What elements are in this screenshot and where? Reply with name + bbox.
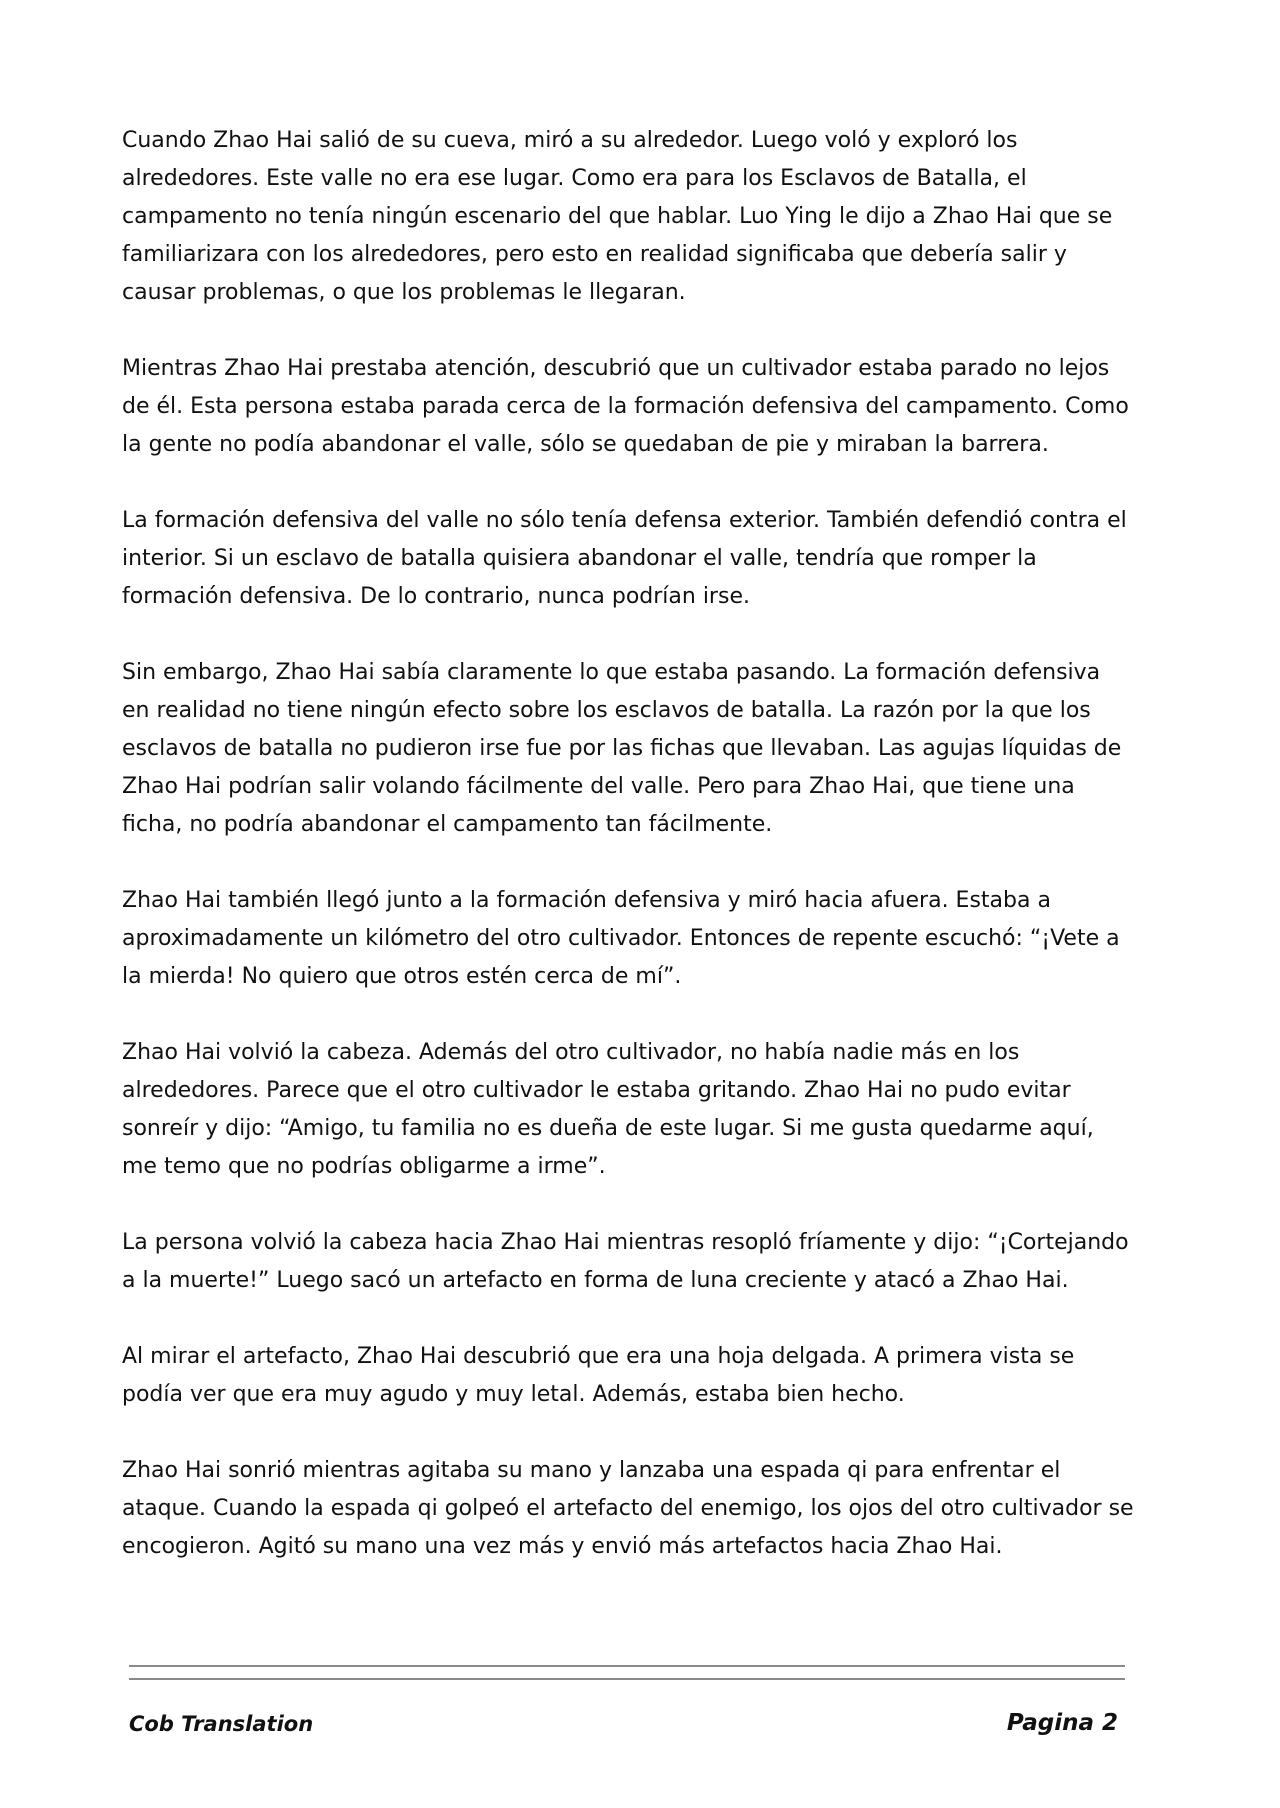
paragraph: La formación defensiva del valle no sólo tenía defensa exterior. También defendió contra el interior. Si un esclavo de batalla quisiera abandonar el valle, tendría que romper la formación defensiva. De lo contrario, nunca podrían irse. (122, 508, 1127, 609)
paragraph: Zhao Hai volvió la cabeza. Además del otro cultivador, no había nadie más en los alrededores. Parece que el otro cultivador le estaba gritando. Zhao Hai no pudo evitar sonreír y dijo: “Amigo, tu familia no es dueña de este lugar. Si me gusta quedarme aquí, me temo que no podrías obligarme a irme”. (122, 1040, 1094, 1179)
paragraph: Mientras Zhao Hai prestaba atención, descubrió que un cultivador estaba parado no lejos de él. Esta persona estaba parada cerca de la formación defensiva del campamento. Como la gente no podía abandonar el valle, sólo se quedaban de pie y miraban la barrera. (122, 356, 1129, 457)
body-text (122, 122, 1134, 1604)
footer-divider-top (129, 1665, 1125, 1667)
footer-translator-credit: Cob Translation (129, 1712, 314, 1736)
paragraph: Zhao Hai sonrió mientras agitaba su mano y lanzaba una espada qi para enfrentar el ataque. Cuando la espada qi golpeó el artefacto del enemigo, los ojos del otro cultivador se encogieron. Agitó su mano una vez más y envió más artefactos hacia Zhao Hai. (122, 1458, 1134, 1559)
paragraph: La persona volvió la cabeza hacia Zhao Hai mientras resopló fríamente y dijo: “¡Cortejando a la muerte!” Luego sacó un artefacto en forma de luna creciente y atacó a Zhao Hai. (122, 1230, 1129, 1293)
footer-page-number: Pagina 2 (1006, 1710, 1118, 1736)
paragraph: Al mirar el artefacto, Zhao Hai descubrió que era una hoja delgada. A primera vista se podía ver que era muy agudo y muy letal. Además, estaba bien hecho. (122, 1344, 1075, 1407)
paragraph: Sin embargo, Zhao Hai sabía claramente lo que estaba pasando. La formación defensiva en realidad no tiene ningún efecto sobre los esclavos de batalla. La razón por la que los esclavos de batalla no pudieron irse fue por las fichas que llevaban. Las agujas líquidas de Zhao Hai podrían salir volando fácilmente del valle. Pero para Zhao Hai, que tiene una ficha, no podría abandonar el campamento tan fácilmente. (122, 660, 1122, 837)
paragraph: Zhao Hai también llegó junto a la formación defensiva y miró hacia afuera. Estaba a aproximadamente un kilómetro del otro cultivador. Entonces de repente escuchó: “¡Vete a la mierda! No quiero que otros estén cerca de mí”. (122, 888, 1120, 989)
paragraph: Cuando Zhao Hai salió de su cueva, miró a su alrededor. Luego voló y exploró los alrededores. Este valle no era ese lugar. Como era para los Esclavos de Batalla, el campamento no tenía ningún escenario del que hablar. Luo Ying le dijo a Zhao Hai que se familiarizara con los alrededores, pero esto en realidad significaba que debería salir y causar problemas, o que los problemas le llegaran. (122, 128, 1113, 305)
footer-divider-bottom (129, 1678, 1125, 1680)
